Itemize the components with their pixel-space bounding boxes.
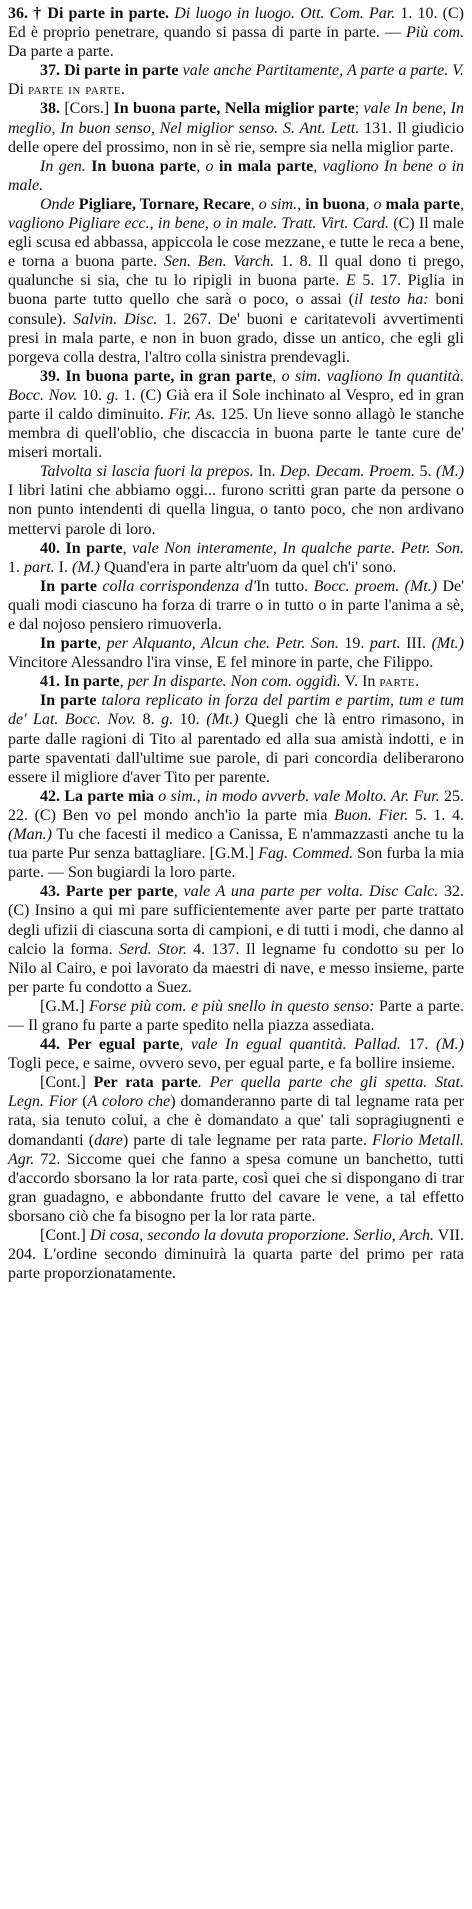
entry-italic-text: (Mt.) [431, 635, 465, 653]
entry-italic-text: E [346, 272, 356, 290]
entry-headword: in mala parte [218, 157, 314, 175]
dictionary-entry [8, 4, 464, 61]
entry-italic-text: vale In bene, In meglio, In buon senso, Nel miglior senso. S. Ant. Lett. [8, 100, 464, 137]
entry-number-heading: 40. In parte [40, 539, 123, 557]
entry-italic-text: g. [106, 386, 119, 404]
entry-text: 1. (C) Già era il Sole inchinato al Vespro, ed in gran parte il caldo diminuito. [8, 386, 465, 423]
entry-text: 125. Un lieve sonno allagò le stanche membra di quell'oblio, che discaccia in buona parte le tante cure de' miseri mortali. [8, 405, 464, 462]
entry-headword: Per rata parte [93, 1074, 198, 1092]
entry-headword: In buona parte, Nella miglior parte [113, 100, 355, 118]
entry-text: 1. 8. Il qual dono ti prego, qualunche si sia, che tu lo ripigli in buona parte. [8, 253, 465, 290]
entry-headword: In buona parte [91, 157, 197, 175]
entry-italic-text: part. [369, 635, 401, 653]
entry-italic-text: Forse più com. e più snello in questo senso: [88, 997, 375, 1015]
entry-italic-text: . Per quella parte che gli spetta. Stat. Legn. Fior [8, 1074, 464, 1111]
entry-text: 1. 267. De' buoni e caritatevoli avvertimenti presi in mala parte, e non in buon grado, disse un antico, che egli gli porgeva colla destra, l'altro colla sinistra prendevagli. [8, 310, 465, 366]
entry-headword: In parte [40, 635, 98, 653]
entry-text: 1. [8, 558, 24, 576]
entry-headword: mala parte [385, 195, 460, 213]
entry-italic-text: (M.) [436, 1036, 464, 1054]
entry-italic-text: part. [24, 558, 55, 576]
entry-text: 10. [173, 711, 207, 729]
entry-text: ( [77, 1093, 88, 1111]
dictionary-entry [8, 462, 464, 538]
entry-text: Vincitore Alessandro l'ira vinse, E fel minore in parte, che Filippo. [8, 654, 434, 672]
entry-italic-text: talora replicato in forza del partim e partim, tum e tum de' Lat. Bocc. Nov. [8, 692, 464, 729]
entry-text: In. [253, 463, 281, 481]
entry-italic-text: (M.) [72, 558, 100, 576]
entry-text: 4. 137. Il legname fu condotto su per lo Nilo al Cairo, e poi lavorato da maestri di nave, e messo insieme, parte per parte fu condotto a Suez. [8, 940, 464, 996]
dictionary-entry [8, 367, 464, 462]
entry-text: In tutto. [256, 577, 314, 595]
dictionary-entry [8, 634, 464, 672]
entry-italic-text: , per Alquanto, Alcun che. Petr. Son. [97, 635, 339, 653]
entry-text: Da parte a parte. [8, 43, 114, 61]
entry-italic-text: , per In disparte. Non com. oggidì. [119, 673, 341, 691]
entry-italic-text: , vale A una parte per volta. Disc Calc. [173, 883, 439, 901]
entry-text: Togli pece, e saime, ovvero sevo, per egual parte, e fa bollire insieme. [8, 1055, 456, 1073]
entry-text: VII. 204. L'ordine secondo diminuirà la quarta parte del primo per rata parte proporzionatamente. [8, 1227, 464, 1283]
entry-text: V. In [340, 673, 380, 691]
entry-text: Di [8, 81, 28, 99]
entry-text: ) domanderanno parte di tal legname rata per rata, sia tenuto colui, a che è domandato a que' tali sopragiugnenti e domandanti ( [8, 1093, 465, 1149]
entry-text: [G.M.] [40, 997, 89, 1015]
entry-italic-text: , vagliono In bene o in male. [8, 157, 465, 194]
entry-italic-text: Bocc. proem. (Mt.) [313, 577, 438, 595]
entry-number-heading: 41. In parte [40, 673, 120, 691]
entry-text: [Cors.] [60, 100, 114, 118]
entry-text: ) parte di tale legname per rata parte. [122, 1131, 373, 1149]
entry-italic-text: Fir. As. [168, 405, 216, 423]
entry-italic-text: (Man.) [8, 826, 52, 844]
entry-number-heading: 42. La parte mia [40, 787, 154, 805]
entry-text: 10. [77, 386, 107, 404]
entry-italic-text: il testo ha: [354, 291, 429, 309]
entry-italic-text: Talvolta si lascia fuori la prepos. [40, 463, 254, 481]
entry-italic-text: , vale In egual quantità. Pallad. [179, 1036, 401, 1054]
entry-italic-text: (M.) [436, 463, 465, 481]
entry-italic-text: , o [365, 195, 386, 213]
entry-text: 5. 1. 4. [408, 806, 464, 824]
dictionary-entry [8, 787, 464, 882]
entry-text: I libri latini che abbiamo oggi... furono scritti gran parte da persone o non punto intendenti di quella lingua, o tanto poco, che non ardivano mettervi parole di loro. [8, 482, 464, 538]
entry-headword: Pigliare, Tornare, Recare [78, 195, 251, 213]
entry-italic-text: , vale Non interamente, In qualche parte. Petr. Son. [122, 539, 464, 557]
entry-text: Tu che facesti il medico a Canissa, E n'ammazzasti anche tu la tua parte Pur senza battagliare. [G.M.] [8, 826, 464, 863]
entry-italic-text: g. [161, 711, 174, 729]
entry-italic-text: Florio Metall. Agr. [8, 1131, 465, 1168]
entry-text: ; [354, 100, 364, 118]
entry-text: Quand'era in parte altr'uom da quel ch'i' sono. [99, 558, 397, 576]
entry-italic-text: , o sim. vagliono In quantità. Bocc. Nov. [8, 367, 464, 404]
entry-italic-text: Fag. Commed. [258, 845, 354, 863]
entry-text: 17. [400, 1036, 437, 1054]
dictionary-entry [8, 997, 464, 1035]
entry-text: 32. (C) Insino a qui mi pare sufficientemente aver parte per parte trattato degli ufizii di ciascuna sorta di campioni, e di tutti i modi, che danno al calcio la forma. [8, 883, 465, 958]
dictionary-entry [8, 157, 464, 195]
entry-italic-text: Buon. Fier. [334, 806, 409, 824]
entry-text: I. [54, 558, 72, 576]
entry-number-heading: 38. [40, 100, 60, 118]
entry-italic-text: Di cosa, secondo la dovuta proporzione. Serlio, Arch. [89, 1227, 435, 1244]
dictionary-entry [8, 672, 464, 691]
dictionary-entry [8, 539, 464, 577]
entry-italic-text: In gen. [40, 157, 86, 175]
cross-reference: parte in parte. [28, 81, 126, 99]
entry-italic-text: Onde [40, 195, 79, 213]
entry-text: 5. [415, 463, 437, 481]
dictionary-entry [8, 99, 464, 156]
entry-text: 131. Il giudicio delle opere del prossimo, non in sè rie, sempre sia nella miglior parte. [8, 119, 464, 156]
entry-text: (C) Il male egli scusa ed abbassa, appiccola le cose mezzane, e tutte le reca a bene, e torna a buona parte. [8, 215, 464, 271]
entry-text: 25. 22. (C) Ben vo pel mondo anch'io la parte mia [8, 787, 465, 824]
entry-text: 1. 10. (C) Ed è proprio penetrare, quando si passa di parte in parte. — [8, 5, 465, 42]
entry-text: 5. 17. Piglia in buona parte tutto quello che sarà o poco, o assai ( [8, 272, 465, 309]
entry-italic-text: (Mt.) [206, 711, 239, 729]
entry-number-heading: 44. Per egual parte [40, 1036, 180, 1054]
dictionary-entry [8, 577, 464, 634]
dictionary-entry [8, 61, 464, 99]
entry-text: [Cont.] [40, 1074, 94, 1092]
entry-italic-text: colla corrispondenza d' [96, 577, 257, 595]
entry-headword: In parte [40, 692, 97, 710]
entry-text: boni consule). [8, 291, 464, 328]
entry-italic-text: , o [196, 157, 219, 175]
entry-headword: in buona [305, 195, 366, 213]
dictionary-entry [8, 1073, 464, 1226]
entry-text: 72. Siccome quei che fanno a spesa comune un banchetto, tutti d'accordo sborsano la lor rata parte, così quei che si dispongano di trar gran guadagno, e abbondante frutto del cavare le vene, a tal effetto sborsano ciò che fa bisogno per la lor rata parte. [8, 1150, 464, 1225]
entry-italic-text: Salvin. Disc. [73, 310, 158, 328]
entry-text: 19. [338, 635, 370, 653]
dictionary-entry [8, 195, 464, 367]
entry-italic-text: Serd. Stor. [118, 940, 187, 958]
cross-reference: parte. [379, 673, 420, 691]
entry-text: De' quali modi ciascuno ha forza di trarre o in tutto o in parte l'anima a sè, e dal nojoso pensiero rimuoverla. [8, 577, 464, 633]
dictionary-entry [8, 1226, 464, 1283]
dictionary-entry [8, 882, 464, 997]
entry-italic-text: o sim., in modo avverb. vale Molto. Ar. Fur. [153, 787, 440, 805]
entry-italic-text: Più com. [406, 24, 464, 42]
entry-number-heading: 37. Di parte in parte [40, 62, 183, 80]
entry-text: Quegli che là entro rimasono, in parte dalle ragioni di Tito al parentado ed alla sua amistà indotti, e in parte spaventati dall'ultime sue parole, di pari concordia deliberarono essere il migliore d'aver Tito per parente. [8, 711, 465, 786]
entry-italic-text: Di luogo in luogo. Ott. Com. Par. [174, 5, 396, 22]
entry-italic-text: Sen. Ben. Varch. [163, 253, 275, 271]
entry-italic-text: dare [94, 1131, 123, 1149]
entry-number-heading: 39. In buona parte, in gran parte [40, 367, 273, 385]
entry-text: 8. [136, 711, 162, 729]
entry-text: [Cont.] [40, 1227, 90, 1244]
entry-headword: In parte [40, 577, 97, 595]
entry-italic-text: , o sim., [250, 195, 306, 213]
entry-italic-text: A coloro che [87, 1093, 171, 1111]
dictionary-entry [8, 691, 464, 786]
entry-text: Parte a parte. — Il grano fu parte a parte spedito nella piazza assediata. [8, 997, 465, 1034]
dictionary-entry [8, 1035, 464, 1073]
entry-text: III. [400, 635, 432, 653]
entry-number-heading: 36. † Di parte in parte. [8, 5, 175, 22]
entry-text: Son furba la mia parte. — Son bugiardi la loro parte. [8, 845, 465, 882]
entry-italic-text: vale anche Partitamente, A parte a parte. V. [182, 62, 465, 80]
entry-italic-text: , vagliono Pigliare ecc., in bene, o in male. Tratt. Virt. Card. [8, 195, 464, 233]
entry-italic-text: Dep. Decam. Proem. [280, 463, 416, 481]
entry-number-heading: 43. Parte per parte [40, 883, 174, 901]
